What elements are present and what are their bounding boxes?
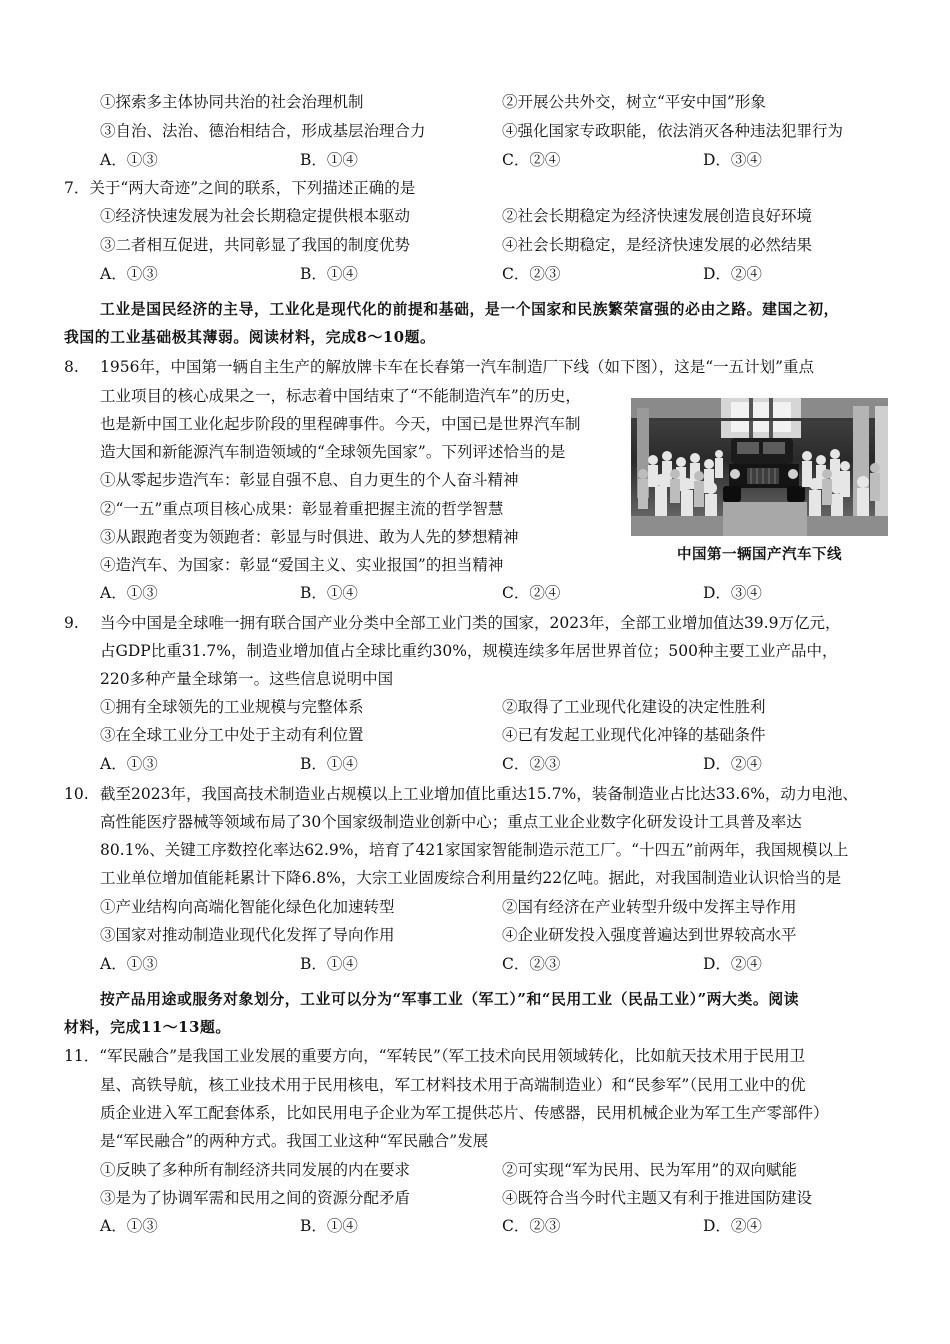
q9-stem-line-2: 占GDP比重31.7%，制造业增加值占全球比重约30%，规模连续多年居世界首位；500种主要工业产品中， [100, 642, 838, 660]
q7-stem: 7．关于“两大奇迹”之间的联系，下列描述正确的是 [64, 179, 416, 197]
q10-stem-line-2: 高性能医疗器械等领域布局了30个国家级制造业创新中心；重点工业企业数字化研发设计工具普及率达 [100, 813, 802, 831]
q10-statement-2: ②国有经济在产业转型升级中发挥主导作用 [502, 898, 797, 916]
q8-option-c: C．②④ [502, 584, 561, 602]
q9-statement-1: ①拥有全球领先的工业规模与完整体系 [100, 698, 364, 716]
q9-statement-4: ④已有发起工业现代化冲锋的基础条件 [502, 726, 766, 744]
q8-statement-3: ③从跟跑者变为领跑者：彰显与时俱进、敢为人先的梦想精神 [100, 528, 519, 546]
q7-option-a: A．①③ [100, 265, 158, 283]
q11-option-d: D．②④ [703, 1217, 762, 1235]
q9-stem-line-1: 当今中国是全球唯一拥有联合国产业分类中全部工业门类的国家，2023年，全部工业增加值达39.9万亿元， [100, 614, 841, 632]
passage-2-line-2: 材料，完成11～13题。 [64, 1019, 231, 1036]
q10-number: 10. [64, 785, 89, 803]
q7-statement-2: ②社会长期稳定为经济快速发展创造良好环境 [502, 207, 813, 225]
q9-statement-2: ②取得了工业现代化建设的决定性胜利 [502, 698, 766, 716]
q9-option-d: D．②④ [703, 755, 762, 773]
q10-stem-line-4: 工业单位增加值能耗累计下降6.8%，大宗工业固废综合利用量约22亿吨。据此，对我国制造业认识恰当的是 [100, 869, 842, 887]
q10-statement-3: ③国家对推动制造业现代化发挥了导向作用 [100, 926, 395, 944]
q7-statement-1: ①经济快速发展为社会长期稳定提供根本驱动 [100, 207, 411, 225]
q8-statement-2: ②“一五”重点项目核心成果：彰显着重把握主流的哲学智慧 [100, 500, 504, 518]
passage-1-line-1: 工业是国民经济的主导，工业化是现代化的前提和基础，是一个国家和民族繁荣富强的必由之路。建国之初， [100, 301, 840, 318]
q7-option-b: B．①④ [300, 265, 358, 283]
q6-option-a: A．①③ [100, 151, 158, 169]
q11-stem-line-4: 是“军民融合”的两种方式。我国工业这种“军民融合”发展 [100, 1132, 489, 1150]
truck-photo [631, 398, 888, 536]
q8-option-a: A．①③ [100, 584, 158, 602]
q9-statement-3: ③在全球工业分工中处于主动有利位置 [100, 726, 364, 744]
q10-option-a: A．①③ [100, 955, 158, 973]
q9-number: 9. [64, 614, 79, 632]
passage-1-line-2: 我国的工业基础极其薄弱。阅读材料，完成8～10题。 [64, 329, 436, 346]
q6-statement-3: ③自治、法治、德治相结合，形成基层治理合力 [100, 122, 426, 140]
q11-statement-2: ②可实现“军为民用、民为军用”的双向赋能 [502, 1161, 797, 1179]
q10-option-d: D．②④ [703, 955, 762, 973]
q6-option-c: C．②④ [502, 151, 561, 169]
q8-statement-4: ④造汽车、为国家：彰显“爱国主义、实业报国”的担当精神 [100, 556, 504, 574]
passage-2-line-1: 按产品用途或服务对象划分，工业可以分为“军事工业（军工）”和“民用工业（民品工业）”两大类。阅读 [100, 991, 800, 1008]
q8-stem-line-2: 工业项目的核心成果之一，标志着中国结束了“不能制造汽车”的历史， [100, 387, 581, 405]
q8-stem-line-4: 造大国和新能源汽车制造领域的“全球领先国家”。下列评述恰当的是 [100, 443, 566, 461]
q11-stem-line-1: 11．“军民融合”是我国工业发展的重要方向，“军转民”（军工技术向民用领域转化，比如航天技术用于民用卫 [64, 1047, 806, 1065]
q9-option-a: A．①③ [100, 755, 158, 773]
q6-option-d: D．③④ [703, 151, 762, 169]
q9-option-b: B．①④ [300, 755, 358, 773]
q8-option-b: B．①④ [300, 584, 358, 602]
q11-stem-line-2: 星、高铁导航，核工业技术用于民用核电，军工材料技术用于高端制造业）和“民参军”（民用工业中的优 [100, 1076, 806, 1094]
q10-statement-4: ④企业研发投入强度普遍达到世界较高水平 [502, 926, 797, 944]
q8-statement-1: ①从零起步造汽车：彰显自强不息、自力更生的个人奋斗精神 [100, 471, 519, 489]
q11-statement-3: ③是为了协调军需和民用之间的资源分配矛盾 [100, 1189, 411, 1207]
q11-statement-1: ①反映了多种所有制经济共同发展的内在要求 [100, 1161, 411, 1179]
q9-option-c: C．②③ [502, 755, 561, 773]
q11-option-b: B．①④ [300, 1217, 358, 1235]
q7-option-d: D．②④ [703, 265, 762, 283]
q11-option-c: C．②③ [502, 1217, 561, 1235]
q10-option-b: B．①④ [300, 955, 358, 973]
photo-caption: 中国第一辆国产汽车下线 [677, 546, 842, 563]
q10-statement-1: ①产业结构向高端化智能化绿色化加速转型 [100, 898, 395, 916]
q11-stem-line-3: 质企业进入军工配套体系，比如民用电子企业为军工提供芯片、传感器，民用机械企业为军工生产零部件） [100, 1104, 829, 1122]
q9-stem-line-3: 220多种产量全球第一。这些信息说明中国 [100, 670, 394, 688]
q7-option-c: C．②③ [502, 265, 561, 283]
q10-stem-line-3: 80.1%、关键工序数控化率达62.9%，培育了421家国家智能制造示范工厂。“十四五”前两年，我国规模以上 [100, 841, 849, 859]
q7-statement-3: ③二者相互促进，共同彰显了我国的制度优势 [100, 236, 411, 254]
q10-stem-line-1: 截至2023年，我国高技术制造业占规模以上工业增加值比重达15.7%，装备制造业占比达33.6%，动力电池、 [100, 785, 858, 803]
q6-statement-4: ④强化国家专政职能，依法消灭各种违法犯罪行为 [502, 122, 844, 140]
q7-statement-4: ④社会长期稳定，是经济快速发展的必然结果 [502, 236, 813, 254]
q8-option-d: D．③④ [703, 584, 762, 602]
q6-statement-1: ①探索多主体协同共治的社会治理机制 [100, 93, 364, 111]
q11-statement-4: ④既符合当今时代主题又有利于推进国防建设 [502, 1189, 813, 1207]
q8-stem-line-3: 也是新中国工业化起步阶段的里程碑事件。今天，中国已是世界汽车制 [100, 415, 581, 433]
q6-statement-2: ②开展公共外交，树立“平安中国”形象 [502, 93, 766, 111]
q8-stem-line-1: 1956年，中国第一辆自主生产的解放牌卡车在长春第一汽车制造厂下线（如下图），这是“一五计划”重点 [100, 358, 815, 376]
q6-option-b: B．①④ [300, 151, 358, 169]
q11-option-a: A．①③ [100, 1217, 158, 1235]
q8-number: 8. [64, 358, 79, 376]
q10-option-c: C．②③ [502, 955, 561, 973]
